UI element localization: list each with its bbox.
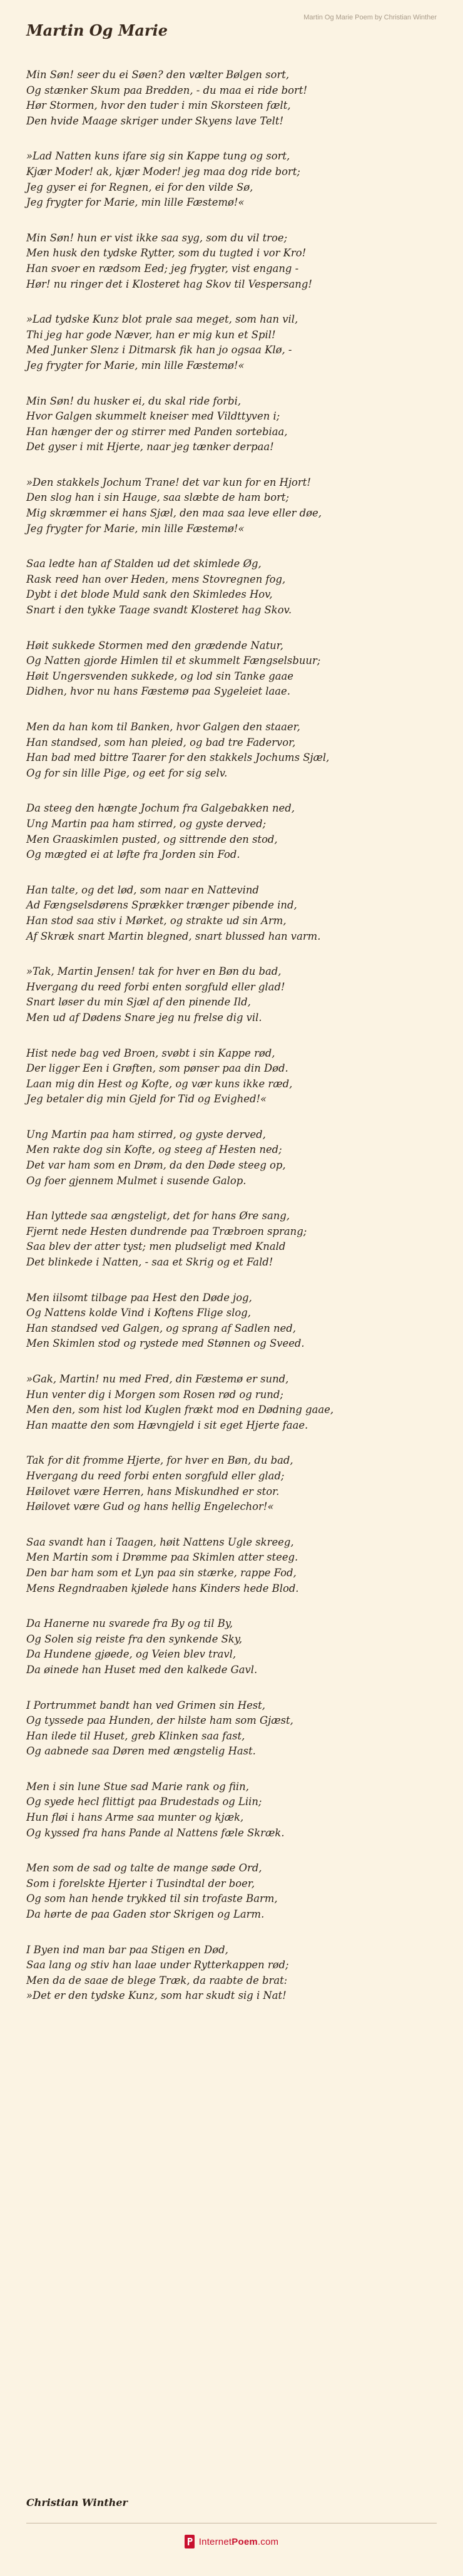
poem-line: Og foer gjennem Mulmet i susende Galop. xyxy=(26,1174,247,1187)
poem-line: Saa ledte han af Stalden ud det skimlede Øg, xyxy=(26,558,262,570)
poem-line: Men iilsomt tilbage paa Hest den Døde jog, xyxy=(26,1291,252,1304)
poem-line: Det var ham som en Drøm, da den Døde steeg op, xyxy=(26,1159,286,1172)
poem-line: Min Søn! seer du ei Søen? den vælter Bølgen sort, xyxy=(26,69,290,81)
poem-line: Hun fløi i hans Arme saa munter og kjæk, xyxy=(26,1811,244,1824)
poem-line: Og Natten gjorde Himlen til et skummelt Fængselsbuur; xyxy=(26,655,321,667)
stanza xyxy=(26,1046,433,1107)
stanza xyxy=(26,312,433,373)
poem-line: Men i sin lune Stue sad Marie rank og fiin, xyxy=(26,1780,249,1793)
poem-line: Og tyssede paa Hunden, der hilste ham som Gjæst, xyxy=(26,1714,293,1727)
poem-line: Hør Stormen, hvor den tuder i min Skorsteen fælt, xyxy=(26,99,291,112)
poem-line: Det blinkede i Natten, - saa et Skrig og et Fald! xyxy=(26,1256,273,1269)
poem-line: Høit sukkede Stormen med den grædende Natur, xyxy=(26,639,283,652)
stanza xyxy=(26,883,433,944)
poem-line: Og stænker Skum paa Bredden, - du maa ei ride bort! xyxy=(26,84,308,96)
poem-line: Snart løser du min Sjæl af den pinende Ild, xyxy=(26,996,251,1009)
poem-line: Laan mig din Hest og Kofte, og vær kuns ikke ræd, xyxy=(26,1077,293,1090)
poem-line: Men Graaskimlen pusted, og sittrende den stod, xyxy=(26,833,278,845)
poem-line: Ung Martin paa ham stirred, og gyste derved, xyxy=(26,1128,266,1140)
poem-line: Mig skræmmer ei hans Sjæl, den maa saa leve eller døe, xyxy=(26,507,322,520)
site-name[interactable] xyxy=(199,2537,278,2547)
stanza xyxy=(26,68,433,129)
poem-line: Høilovet være Herren, hans Miskundhed er stor. xyxy=(26,1485,280,1497)
poem-line: Rask reed han over Heden, mens Stovregnen fog, xyxy=(26,573,286,585)
poem-line: Da steeg den hængte Jochum fra Galgebakken ned, xyxy=(26,802,295,815)
poem-line: »Gak, Martin! nu med Fred, din Fæstemø er sund, xyxy=(26,1373,289,1385)
poem-line: Thi jeg har gode Næver, han er mig kun et Spil! xyxy=(26,328,276,341)
stanza xyxy=(26,1372,433,1433)
poem-line: Der ligger Een i Grøften, som pønser paa din Død. xyxy=(26,1062,288,1075)
poem-line: Men husk den tydske Rytter, som du tugted i vor Kro! xyxy=(26,247,307,259)
poem-line: Den slog han i sin Hauge, saa slæbte de ham bort; xyxy=(26,491,290,504)
poem-line: Han lyttede saa ængsteligt, det for hans Øre sang, xyxy=(26,1210,290,1222)
poem-line: Kjær Moder! ak, kjær Moder! jeg maa dog ride bort; xyxy=(26,165,300,178)
poem-line: Men Martin som i Drømme paa Skimlen atter steeg. xyxy=(26,1551,298,1564)
stanza xyxy=(26,1535,433,1596)
poem-line: Hør! nu ringer det i Klosteret hag Skov til Vespersang! xyxy=(26,278,312,290)
stanza xyxy=(26,231,433,292)
poem-line: Ad Fængselsdørens Sprækker trænger pibende ind, xyxy=(26,899,297,912)
poem-line: Den bar ham som et Lyn paa sin stærke, rappe Fod, xyxy=(26,1566,297,1579)
internetpoem-logo-icon xyxy=(185,2535,195,2548)
stanza xyxy=(26,1698,433,1759)
stanza xyxy=(26,475,433,536)
poem-line: Han bad med bittre Taarer for den stakkels Jochums Sjæl, xyxy=(26,752,330,764)
poem-line: Og Solen sig reiste fra den synkende Sky, xyxy=(26,1633,243,1645)
stanza xyxy=(26,1291,433,1352)
poem-line: I Portrummet bandt han ved Grimen sin Hest, xyxy=(26,1699,265,1711)
poem-line: Og som han hende trykked til sin trofaste Barm, xyxy=(26,1893,278,1905)
poem-line: Og mægted ei at løfte fra Jorden sin Fod. xyxy=(26,848,240,861)
poem-line: Ung Martin paa ham stirred, og gyste derved; xyxy=(26,817,267,830)
poem-line: Han maatte den som Hævngjeld i sit eget Hjerte faae. xyxy=(26,1419,308,1431)
stanza xyxy=(26,1616,433,1678)
poem-line: Snart i den tykke Taage svandt Klosteret hag Skov. xyxy=(26,604,292,616)
poem-line: Han standsed, som han pleied, og bad tre Fadervor, xyxy=(26,736,296,748)
stanza xyxy=(26,1453,433,1514)
poem-line: »Det er den tydske Kunz, som har skudt sig i Nat! xyxy=(26,1990,287,2002)
poem-line: »Lad Natten kuns ifare sig sin Kappe tung og sort, xyxy=(26,150,290,163)
poem-line: Min Søn! du husker ei, du skal ride forbi, xyxy=(26,395,242,407)
poem-line: I Byen ind man bar paa Stigen en Død, xyxy=(26,1943,228,1956)
poem-line: Han stod saa stiv i Mørket, og strakte ud sin Arm, xyxy=(26,914,287,927)
poem-line: Men som de sad og talte de mange søde Ord, xyxy=(26,1862,262,1874)
poem-line: Men da han kom til Banken, hvor Galgen den staaer, xyxy=(26,721,300,733)
poem-line: Og for sin lille Pige, og eet for sig selv. xyxy=(26,767,228,779)
poem-line: Han svoer en rædsom Eed; jeg frygter, vist engang - xyxy=(26,262,299,274)
poem-line: Han hænger der og stirrer med Panden sortebiaa, xyxy=(26,425,288,438)
poem-line: Mens Regndraaben kjølede hans Kinders hede Blod. xyxy=(26,1582,299,1594)
poem-line: Men da de saae de blege Træk, da raabte de brat: xyxy=(26,1974,288,1986)
stanza xyxy=(26,149,433,210)
poem-line: Da Hanerne nu svarede fra By og til By, xyxy=(26,1618,233,1630)
stanza xyxy=(26,1943,433,2004)
poem-line: Og syede hecl flittigt paa Brudestads og Liin; xyxy=(26,1796,262,1808)
poem-line: Høit Ungersvenden sukkede, og lod sin Tanke gaae xyxy=(26,670,293,682)
poem-line: Høilovet være Gud og hans hellig Engelechor!« xyxy=(26,1501,274,1513)
poem-line: Jeg gyser ei for Regnen, ei for den vilde Sø, xyxy=(26,181,253,193)
poem-line: Og aabnede saa Døren med ængstelig Hast. xyxy=(26,1745,256,1758)
poem-line: Af Skræk snart Martin blegned, snart blussed han varm. xyxy=(26,930,321,942)
stanza xyxy=(26,1861,433,1922)
stanza xyxy=(26,964,433,1025)
poem-line: Og kyssed fra hans Pande al Nattens fæle Skræk. xyxy=(26,1826,285,1839)
poem-line: Den hvide Maage skriger under Skyens lave Telt! xyxy=(26,114,284,127)
poem-line: Han talte, og det lød, som naar en Nattevind xyxy=(26,883,259,896)
site-name-domain: .com xyxy=(257,2536,279,2547)
poem-line: Saa lang og stiv han laae under Rytterkappen rød; xyxy=(26,1959,289,1971)
stanza xyxy=(26,1209,433,1270)
poem-line: Hvergang du reed forbi enten sorgfuld eller glad; xyxy=(26,1469,285,1482)
poem-line: Jeg betaler dig min Gjeld for Tid og Evighed!« xyxy=(26,1093,267,1105)
poem-line: Didhen, hvor nu hans Fæstemø paa Sygeleiet laae. xyxy=(26,685,290,698)
poem-line: Da øinede han Huset med den kalkede Gavl. xyxy=(26,1663,258,1676)
poem-line: Min Søn! hun er vist ikke saa syg, som du vil troe; xyxy=(26,231,288,244)
page-subtitle: Martin Og Marie Poem by Christian Winther xyxy=(303,14,437,21)
poem-line: »Den stakkels Jochum Trane! det var kun for en Hjort! xyxy=(26,476,311,488)
poem-line: Men den, som hist lod Kuglen frækt mod en Dødning gaae, xyxy=(26,1404,334,1416)
poem-title: Martin Og Marie xyxy=(26,21,168,39)
poem-line: Hun venter dig i Morgen som Rosen rød og rund; xyxy=(26,1388,283,1401)
poem-line: Saa blev der atter tyst; men pludseligt med Knald xyxy=(26,1240,286,1253)
poem-line: Jeg frygter for Marie, min lille Fæstemø!« xyxy=(26,359,245,371)
author-name[interactable]: Christian Winther xyxy=(26,2497,128,2508)
poem-line: »Lad tydske Kunz blot prale saa meget, som han vil, xyxy=(26,313,298,326)
poem-line: Jeg frygter for Marie, min lille Fæstemø!« xyxy=(26,522,245,535)
poem-line: Da Hundene gjøede, og Veien blev travl, xyxy=(26,1648,237,1661)
poem-line: Men rakte dog sin Kofte, og steeg af Hesten ned; xyxy=(26,1144,282,1156)
poem-line: Fjernt nede Hesten dundrende paa Træbroen sprang; xyxy=(26,1225,307,1237)
stanza xyxy=(26,556,433,618)
poem-line: Hist nede bag ved Broen, svøbt i sin Kappe rød, xyxy=(26,1047,275,1059)
poem-line: Det gyser i mit Hjerte, naar jeg tænker derpaa! xyxy=(26,441,274,453)
poem-line: Men Skimlen stod og rystede med Stønnen og Sveed. xyxy=(26,1337,305,1350)
poem-line: Saa svandt han i Taagen, høit Nattens Ugle skreeg, xyxy=(26,1536,294,1548)
site-footer[interactable] xyxy=(0,2535,463,2548)
poem-line: Og Nattens kolde Vind i Koftens Flige slog, xyxy=(26,1307,251,1319)
stanza xyxy=(26,1779,433,1841)
stanza xyxy=(26,638,433,700)
poem-line: Han standsed ved Galgen, og sprang af Sadlen ned, xyxy=(26,1322,296,1334)
poem-line: Som i forelskte Hjerter i Tusindtal der boer, xyxy=(26,1877,255,1889)
stanza xyxy=(26,1127,433,1189)
poem-line: Han ilede til Huset, greb Klinken saa fast, xyxy=(26,1729,245,1742)
poem-line: Hvergang du reed forbi enten sorgfuld eller glad! xyxy=(26,980,285,993)
site-name-internet: Internet xyxy=(198,2536,232,2547)
poem-line: »Tak, Martin Jensen! tak for hver en Bøn du bad, xyxy=(26,965,282,978)
site-name-poem: Poem xyxy=(232,2536,258,2547)
stanza xyxy=(26,801,433,862)
poem-line: Men ud af Dødens Snare jeg nu frelse dig vil. xyxy=(26,1011,262,1024)
poem-body xyxy=(26,68,433,2024)
stanza xyxy=(26,394,433,455)
poem-line: Tak for dit fromme Hjerte, for hver en Bøn, du bad, xyxy=(26,1454,293,1467)
poem-line: Hvor Galgen skummelt kneiser med Vildttyven i; xyxy=(26,410,280,423)
stanza xyxy=(26,720,433,781)
poem-line: Med Junker Slenz i Ditmarsk fik han jo ogsaa Klø, - xyxy=(26,344,292,356)
poem-line: Da hørte de paa Gaden stor Skrigen og Larm. xyxy=(26,1908,265,1921)
header xyxy=(0,0,463,56)
poem-line: Jeg frygter for Marie, min lille Fæstemø!« xyxy=(26,196,245,209)
poem-line: Dybt i det blode Muld sank den Skimledes Hov, xyxy=(26,588,273,601)
